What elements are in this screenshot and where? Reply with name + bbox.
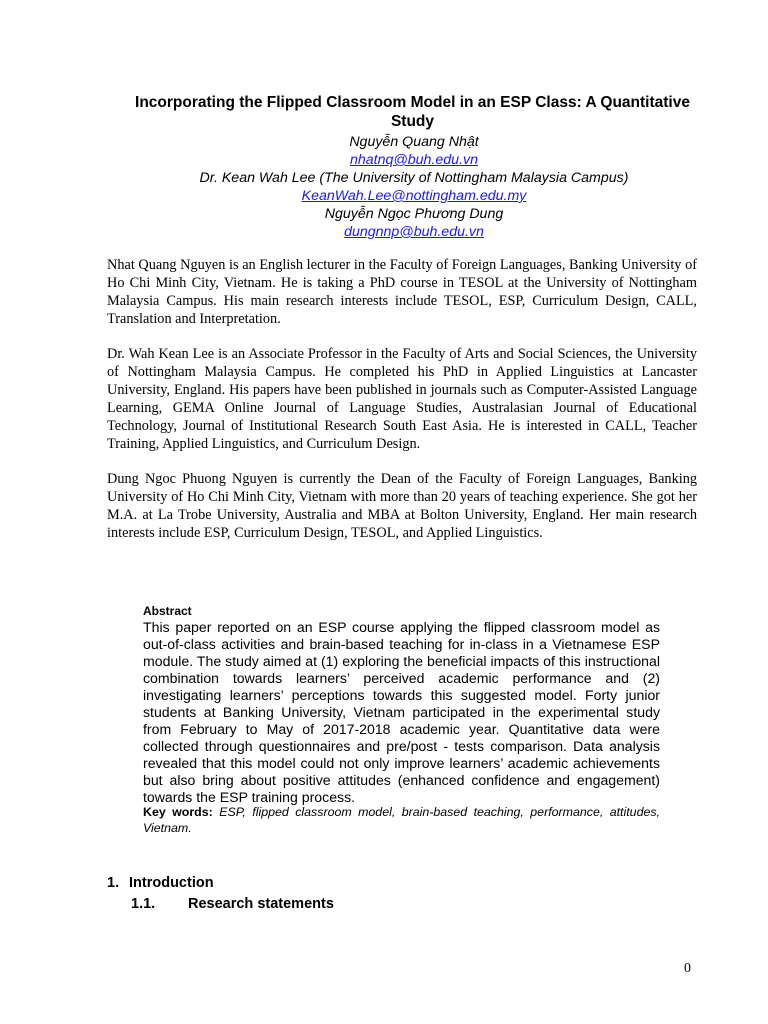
abstract-body: This paper reported on an ESP course applying the flipped classroom model as out-of-class activities and brain-based teaching for in-class in a Vietnamese ESP module. The study aimed at (1) exploring the beneficial impacts of this instructional combination towards learners’ perceived academic performance and (2) investigating learners’ perceptions towards this suggested model. Forty junior students at Banking University, Vietnam participated in the experimental study from February to May of 2017-2018 academic year. Quantitative data were collected through questionnaires and pre/post - tests comparison. Data analysis revealed that this model could not only improve learners’ academic achievements but also bring about positive attitudes (enhanced confidence and engagement) towards the ESP training process. — [143, 619, 660, 805]
author-name: Nguyễn Quang Nhật — [349, 134, 479, 150]
section-title: Research statements — [188, 896, 334, 912]
section-number: 1. — [107, 875, 120, 891]
section-number: 1.1. — [131, 896, 156, 912]
paper-title: Incorporating the Flipped Classroom Model in an ESP Class: A Quantitative Study — [135, 94, 690, 130]
keywords-line — [143, 805, 660, 836]
author-name: Dr. Kean Wah Lee (The University of Nottingham Malaysia Campus) — [199, 170, 629, 186]
author-bio-paragraph: Dr. Wah Kean Lee is an Associate Professor in the Faculty of Arts and Social Sciences, the University of Nottingham Malaysia Campus. He completed his PhD in Applied Linguistics at Lancaster University, England. His papers have been published in journals such as Computer-Assisted Language Learning, GEMA Online Journal of Language Studies, Australasian Journal of Educational Technology, Journal of Institutional Research South East Asia. He is interested in CALL, Teacher Training, Applied Linguistics, and Curriculum Design. — [107, 346, 697, 452]
author-name: Nguyễn Ngọc Phương Dung — [324, 206, 504, 222]
section-title: Introduction — [129, 875, 214, 891]
keywords-text: ESP, flipped classroom model, brain-based teaching, performance, attitudes, Vietnam. — [143, 805, 660, 835]
abstract-heading: Abstract — [143, 604, 192, 618]
author-block — [0, 133, 768, 241]
author-bio-paragraph: Dung Ngoc Phuong Nguyen is currently the Dean of the Faculty of Foreign Languages, Banking University of Ho Chi Minh City, Vietnam with more than 20 years of teaching experience. She got her M.A. at La Trobe University, Australia and MBA at Bolton University, England. Her main research interests include ESP, Curriculum Design, TESOL, and Applied Linguistics. — [107, 471, 697, 541]
author-bio-paragraph: Nhat Quang Nguyen is an English lecturer in the Faculty of Foreign Languages, Banking University of Ho Chi Minh City, Vietnam. He is taking a PhD course in TESOL at the University of Nottingham Malaysia Campus. His main research interests include TESOL, ESP, Curriculum Design, CALL, Translation and Interpretation. — [107, 257, 697, 327]
author-email-link[interactable]: nhatnq@buh.edu.vn — [349, 152, 478, 168]
author-email-link[interactable]: KeanWah.Lee@nottingham.edu.my — [301, 188, 527, 204]
subsection-heading-research-statements — [131, 895, 334, 913]
page-number: 0 — [684, 961, 691, 976]
section-heading-introduction — [107, 874, 214, 892]
keywords-label: Key words: — [143, 805, 213, 820]
author-email-link[interactable]: dungnnp@buh.edu.vn — [344, 224, 484, 240]
abstract-section — [143, 603, 660, 836]
